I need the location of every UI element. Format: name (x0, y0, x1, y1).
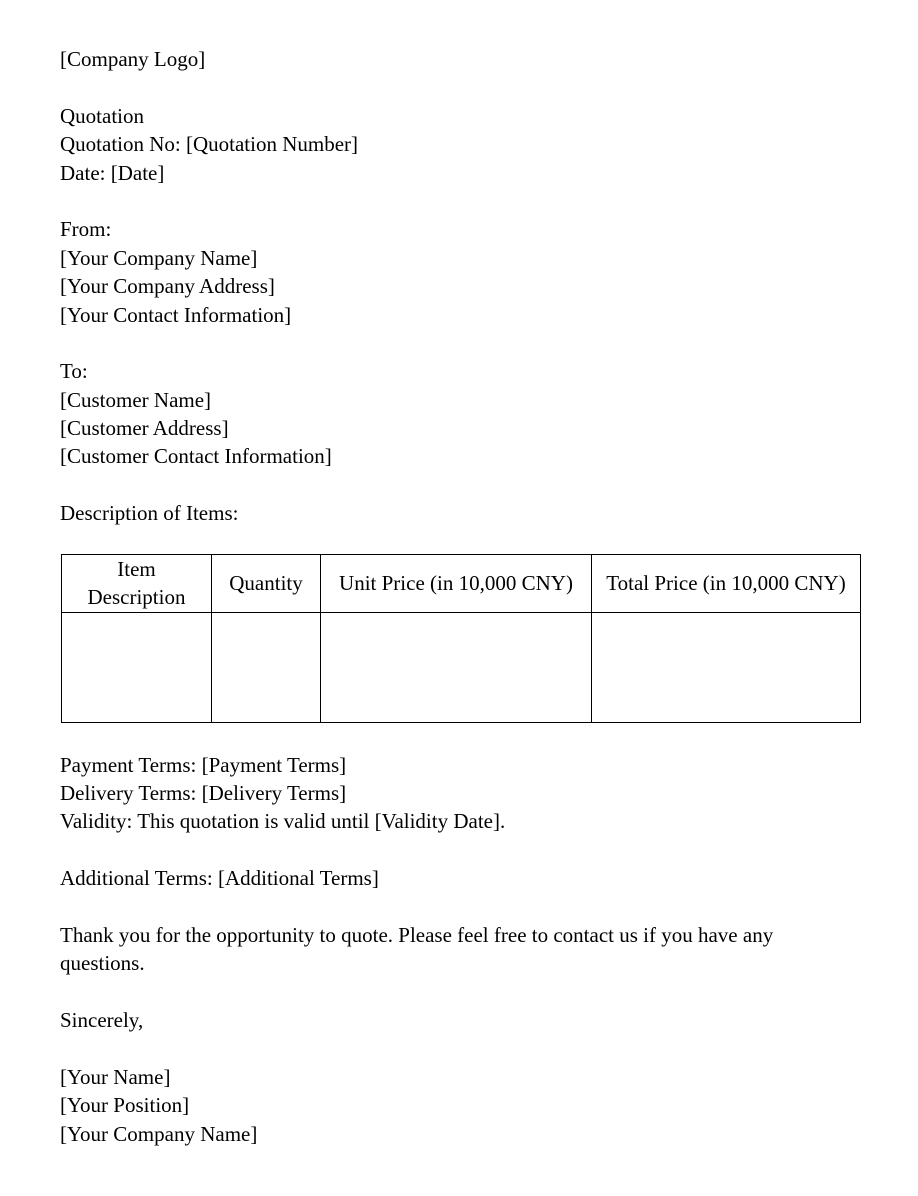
cell-item-description[interactable] (62, 612, 212, 722)
customer-contact-info: [Customer Contact Information] (60, 444, 332, 469)
signer-company-name: [Your Company Name] (60, 1121, 258, 1146)
terms-section (60, 751, 860, 836)
quotation-date: Date: [Date] (60, 160, 165, 185)
sender-company-address: [Your Company Address] (60, 274, 275, 299)
column-header-total-price: Total Price (in 10,000 CNY) (592, 554, 861, 612)
payment-terms: Payment Terms: [Payment Terms] (60, 752, 347, 777)
signature-block (60, 1063, 860, 1148)
to-section (60, 357, 860, 471)
table-header-row (62, 554, 861, 612)
quotation-header (60, 102, 860, 187)
cell-quantity[interactable] (212, 612, 321, 722)
additional-terms: Additional Terms: [Additional Terms] (60, 866, 379, 891)
signer-name: [Your Name] (60, 1064, 171, 1089)
sender-company-name: [Your Company Name] (60, 245, 258, 270)
delivery-terms: Delivery Terms: [Delivery Terms] (60, 781, 347, 806)
validity-terms: Validity: This quotation is valid until [Validity Date]. (60, 809, 506, 834)
items-heading: Description of Items: (60, 501, 239, 526)
cell-total-price[interactable] (592, 612, 861, 722)
closing-salutation: Sincerely, (60, 1008, 144, 1033)
items-table (61, 554, 861, 723)
closing-message: Thank you for the opportunity to quote. Please feel free to contact us if you have any questions. (60, 922, 774, 976)
quotation-number: Quotation No: [Quotation Number] (60, 132, 359, 157)
column-header-item-description: Item Description (62, 554, 212, 612)
from-label: From: (60, 217, 112, 242)
from-section (60, 215, 860, 329)
column-header-unit-price: Unit Price (in 10,000 CNY) (321, 554, 592, 612)
signer-position: [Your Position] (60, 1093, 190, 1118)
to-label: To: (60, 359, 88, 384)
cell-unit-price[interactable] (321, 612, 592, 722)
table-row (62, 612, 861, 722)
sender-contact-info: [Your Contact Information] (60, 302, 292, 327)
company-logo-placeholder: [Company Logo] (60, 47, 206, 71)
quotation-document (60, 45, 860, 1148)
column-header-quantity: Quantity (212, 554, 321, 612)
document-title: Quotation (60, 103, 144, 128)
customer-name: [Customer Name] (60, 387, 212, 412)
customer-address: [Customer Address] (60, 416, 229, 441)
